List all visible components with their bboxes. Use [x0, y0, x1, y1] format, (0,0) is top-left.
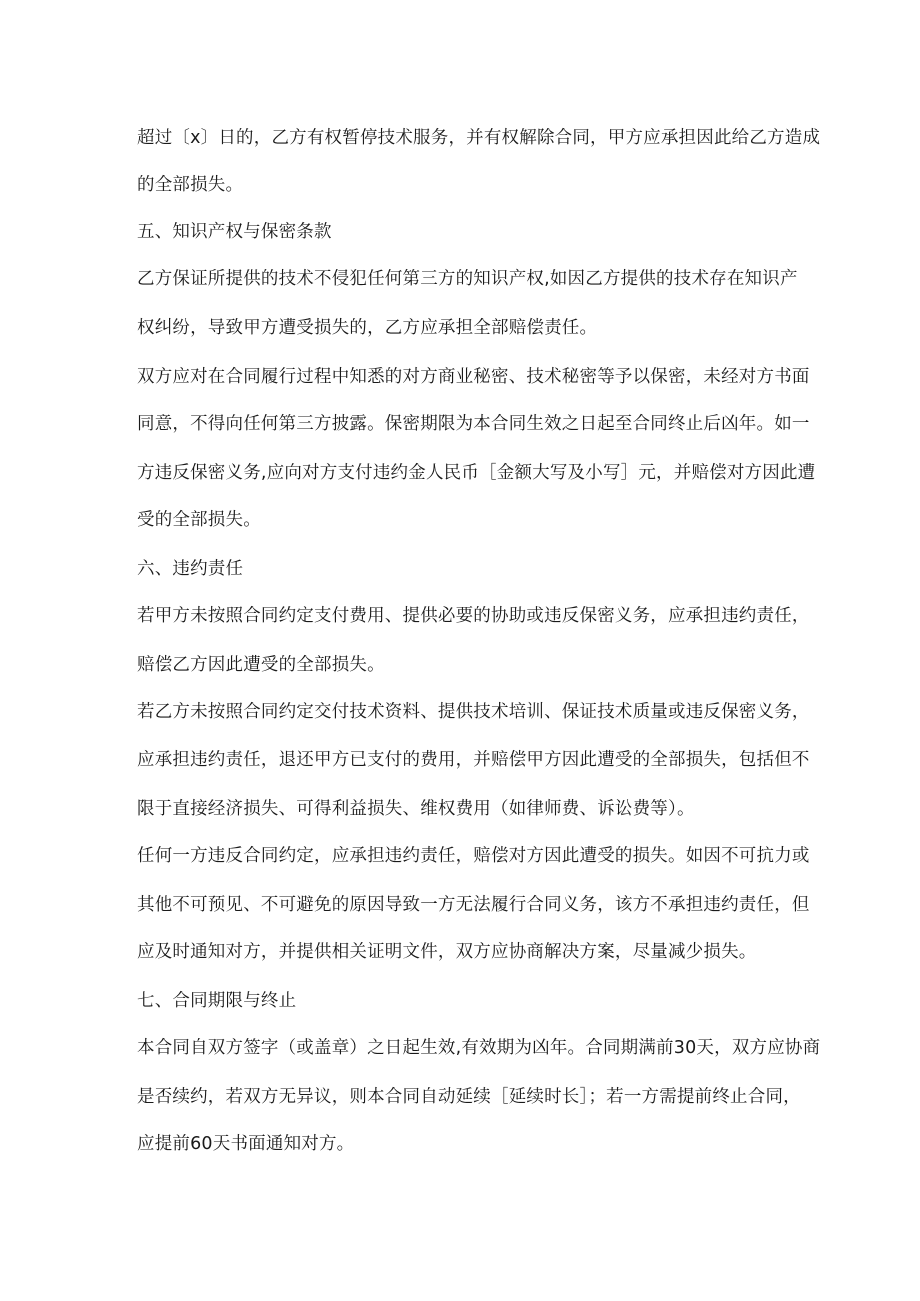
text-line: 本合同自双方签字（或盖章）之日起生效,有效期为凶年。合同期满前30天，双方应协商	[137, 1038, 821, 1058]
text-line: 赔偿乙方因此遭受的全部损失。	[137, 655, 385, 675]
text-line: 限于直接经济损失、可得利益损失、维权费用（如律师费、诉讼费等）。	[137, 799, 695, 819]
text-line: 是否续约，若双方无异议，则本合同自动延续［延续时长］；若一方需提前终止合同，	[137, 1087, 801, 1107]
section-heading-5: 五、知识产权与保密条款	[137, 222, 332, 242]
text-line: 任何一方违反合同约定，应承担违约责任，赔偿对方因此遭受的损失。如因不可抗力或	[137, 846, 810, 866]
text-line: 受的全部损失。	[137, 510, 261, 530]
text-line: 应提前60天书面通知对方。	[137, 1134, 355, 1154]
section-heading-6: 六、违约责任	[137, 559, 244, 579]
section-heading-7: 七、合同期限与终止	[137, 991, 297, 1011]
text-line: 双方应对在合同履行过程中知悉的对方商业秘密、技术秘密等予以保密，未经对方书面	[137, 367, 810, 387]
text-line: 的全部损失。	[137, 175, 244, 195]
text-line: 其他不可预见、不可避免的原因导致一方无法履行合同义务，该方不承担违约责任，但	[137, 895, 810, 915]
text-line: 方违反保密义务,应向对方支付违约金人民币［金额大写及小写］元，并赔偿对方因此遭	[137, 463, 816, 483]
text-line: 乙方保证所提供的技术不侵犯任何第三方的知识产权,如因乙方提供的技术存在知识产	[137, 269, 798, 289]
text-line: 若甲方未按照合同约定支付费用、提供必要的协助或违反保密义务，应承担违约责任，	[137, 606, 810, 626]
text-line: 同意，不得向任何第三方披露。保密期限为本合同生效之日起至合同终止后凶年。如一	[137, 414, 810, 434]
text-line: 应及时通知对方，并提供相关证明文件，双方应协商解决方案，尽量减少损失。	[137, 942, 757, 962]
text-line: 权纠纷，导致甲方遭受损失的，乙方应承担全部赔偿责任。	[137, 318, 598, 338]
text-line: 超过〔x〕日的，乙方有权暂停技术服务，并有权解除合同，甲方应承担因此给乙方造成	[137, 128, 821, 148]
text-line: 应承担违约责任，退还甲方已支付的费用，并赔偿甲方因此遭受的全部损失，包括但不	[137, 750, 810, 770]
text-line: 若乙方未按照合同约定交付技术资料、提供技术培训、保证技术质量或违反保密义务，	[137, 702, 810, 722]
